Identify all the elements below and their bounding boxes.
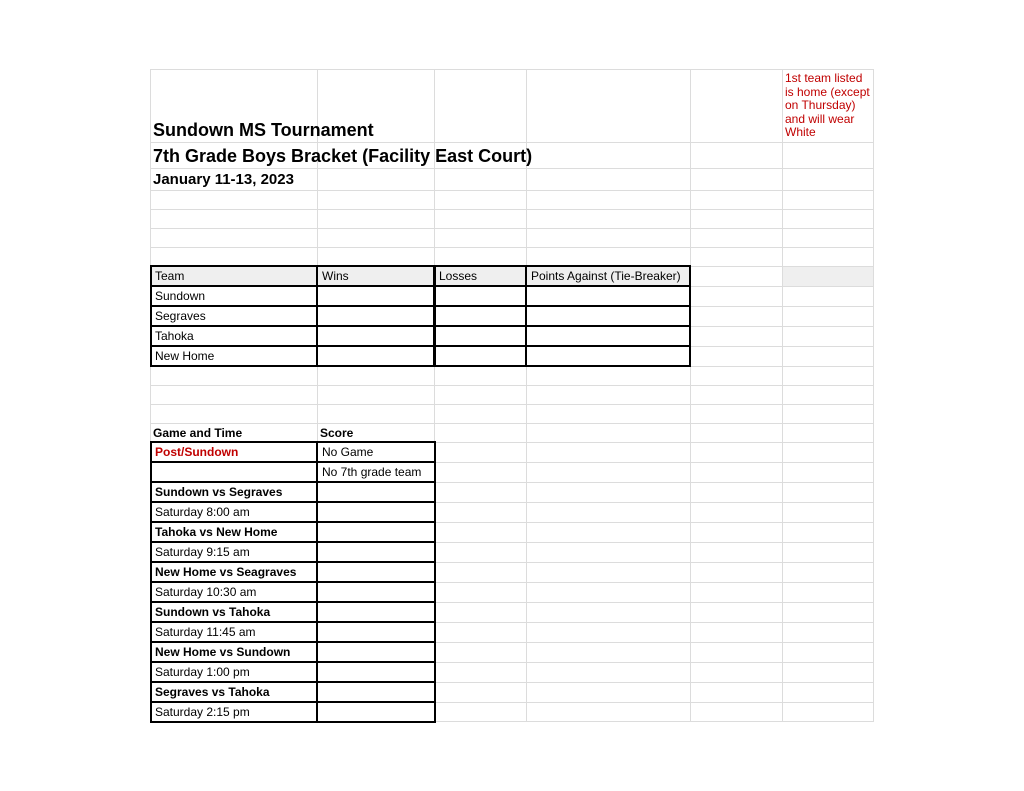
standings-team-cell: Sundown xyxy=(155,289,206,303)
sheet-subtitle: 7th Grade Boys Bracket (Facility East Court) xyxy=(153,146,533,166)
game-label-cell: Tahoka vs New Home xyxy=(155,525,278,539)
game-time-cell: Saturday 11:45 am xyxy=(155,625,256,639)
standings-header-points-against: Points Against (Tie-Breaker) xyxy=(531,269,681,283)
standings-header-team: Team xyxy=(155,269,185,283)
sheet-dates: January 11-13, 2023 xyxy=(153,171,294,188)
standings-header-fill-extra xyxy=(783,267,873,286)
standings-team-cell: Segraves xyxy=(155,309,206,323)
game-label-cell: New Home vs Sundown xyxy=(155,645,291,659)
game-label-cell: Post/Sundown xyxy=(155,445,239,459)
spreadsheet xyxy=(150,69,874,722)
games-header-game-and-time: Game and Time xyxy=(153,426,243,440)
game-label-cell: Sundown vs Tahoka xyxy=(155,605,271,619)
game-time-cell: Saturday 8:00 am xyxy=(155,505,250,519)
game-label-cell: Segraves vs Tahoka xyxy=(155,685,270,699)
game-label-cell: Sundown vs Segraves xyxy=(155,485,283,499)
game-score-cell: No Game xyxy=(322,445,374,459)
standings-header-losses: Losses xyxy=(439,269,478,283)
game-time-cell: Saturday 10:30 am xyxy=(155,585,257,599)
game-time-cell: Saturday 9:15 am xyxy=(155,545,250,559)
game-time-cell: Saturday 2:15 pm xyxy=(155,705,250,719)
sheet-title: Sundown MS Tournament xyxy=(153,120,374,140)
game-label-cell: New Home vs Seagraves xyxy=(155,565,297,579)
standings-team-cell: New Home xyxy=(155,349,215,363)
game-time-cell: Saturday 1:00 pm xyxy=(155,665,250,679)
standings-team-cell: Tahoka xyxy=(155,329,194,343)
games-header-score: Score xyxy=(320,426,354,440)
game-score-cell: No 7th grade team xyxy=(322,465,422,479)
standings-header-wins: Wins xyxy=(322,269,349,283)
home-team-note: 1st team listed is home (except on Thursday) and will wear White xyxy=(785,71,870,139)
